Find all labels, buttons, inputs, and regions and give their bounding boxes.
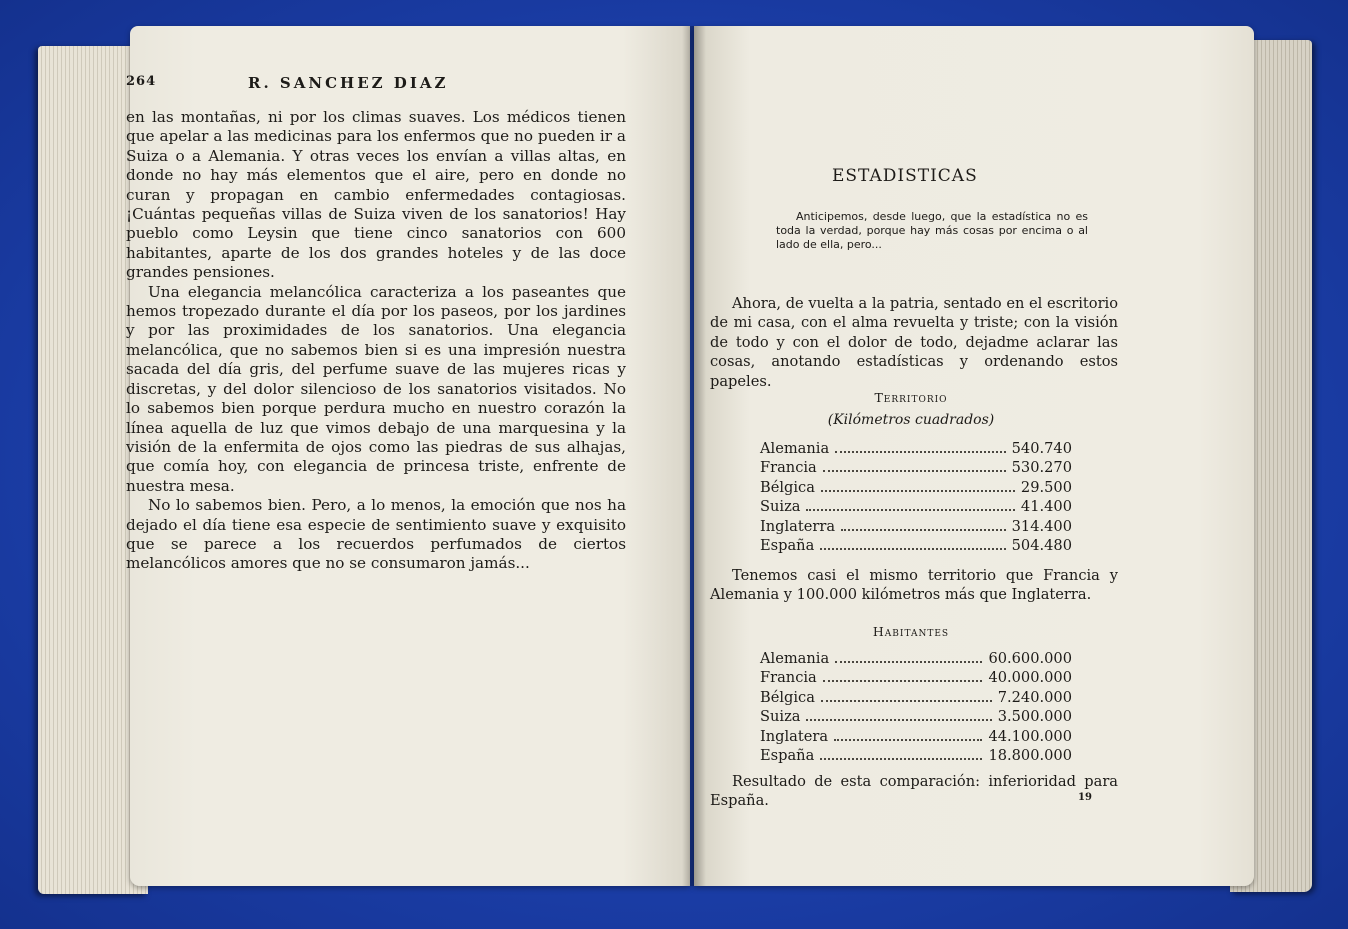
table-row — [760, 669, 1072, 688]
population-value: 60.600.000 — [988, 650, 1072, 667]
population-value: 18.800.000 — [988, 746, 1072, 764]
territory-table — [760, 440, 1072, 556]
territory-value: 530.270 — [1011, 459, 1072, 477]
country-name: Inglaterra — [760, 517, 836, 535]
population-heading: Habitantes — [872, 624, 950, 639]
intro-paragraph: Ahora, de vuelta a la patria, sentado en el escritorio de mi casa, con el alma revuelta y triste; con la visión de todo y con el dolor de todo, dejadme aclarar las cosas, anotando estadísticas y ordenando estos papeles. — [710, 295, 1118, 390]
epigraph-text: Anticipemos, desde luego, que la estadística no es toda la verdad, porque hay más cosas por encima o al lado de ella, pero... — [776, 210, 1088, 251]
territory-value: 540.740 — [1011, 440, 1072, 457]
country-name: España — [760, 746, 815, 764]
table-row — [760, 440, 1072, 459]
page-number: 264 — [126, 74, 157, 89]
population-value: 44.100.000 — [988, 727, 1072, 745]
epigraph — [776, 210, 1088, 252]
country-name: Francia — [760, 669, 817, 687]
table-row — [760, 537, 1072, 556]
country-name: Bélgica — [760, 478, 815, 496]
territory-value: 41.400 — [1020, 498, 1072, 516]
table-row — [760, 498, 1072, 517]
table-row — [760, 747, 1072, 766]
population-value: 40.000.000 — [988, 669, 1072, 687]
paragraph: en las montañas, ni por los climas suaves. Los médicos tienen que apelar a las medicinas para los enfermos que no pueden ir a Suiza o a Alemania. Y otras veces los envían a villas altas, en donde no hay más elementos que el aire, pero en donde no curan y propagan en cambio enfermedades contagiosas. ¡Cuántas pequeñas villas de Suiza viven de los sanatorios! Hay pueblo como Leysin que tiene cinco sanatorios con 600 habitantes, aparte de los dos grandes hoteles y de las doce grandes pensiones. — [126, 108, 626, 282]
section-title: ESTADISTICAS — [832, 166, 978, 186]
territory-value: 314.400 — [1011, 517, 1072, 535]
table-row — [760, 518, 1072, 537]
country-name: Suiza — [760, 498, 801, 516]
population-table — [760, 650, 1072, 766]
territory-subheading: (Kilómetros cuadrados) — [827, 412, 995, 428]
country-name: Alemania — [760, 440, 830, 457]
table-row — [760, 689, 1072, 708]
left-page-body — [126, 108, 626, 574]
country-name: Suiza — [760, 708, 801, 726]
country-name: Alemania — [760, 650, 830, 667]
territory-heading: Territorio — [874, 390, 948, 405]
territory-value: 504.480 — [1011, 536, 1072, 554]
paragraph: Una elegancia melancólica caracteriza a los paseantes que hemos tropezado durante el día por los paseos, por los jardines y por las proximidades de los sanatorios. Una elegancia melancólica, que no sabemos bien si es una impresión nuestra sacada del día gris, del perfume suave de las mujeres ricas y discretas, y del dolor silencioso de los sanatorios visitados. No lo sabemos bien porque perdura mucho en nuestro corazón la línea aquella de luz que vimos debajo de una marquesina y la visión de la enfermita de ojos como las piedras de sus alhajas, que comía hoy, con elegancia de princesa triste, enfrente de nuestra mesa. — [126, 282, 626, 495]
author-header: R. SANCHEZ DIAZ — [248, 74, 449, 92]
country-name: España — [760, 536, 815, 554]
table-row — [760, 479, 1072, 498]
book-gutter — [682, 26, 706, 886]
table-row — [760, 650, 1072, 669]
country-name: Francia — [760, 459, 817, 477]
signature-mark: 19 — [1078, 792, 1092, 803]
table-row — [760, 728, 1072, 747]
country-name: Bélgica — [760, 688, 815, 706]
country-name: Inglatera — [760, 727, 829, 745]
table-row — [760, 708, 1072, 727]
table-row — [760, 459, 1072, 478]
territory-value: 29.500 — [1020, 478, 1072, 496]
territory-note: Tenemos casi el mismo territorio que Francia y Alemania y 100.000 kilómetros más que Inglaterra. — [710, 567, 1118, 604]
population-value: 3.500.000 — [997, 708, 1072, 726]
result-paragraph: Resultado de esta comparación: inferioridad para España. — [710, 773, 1118, 810]
paragraph: No lo sabemos bien. Pero, a lo menos, la emoción que nos ha dejado el día tiene esa especie de sentimiento suave y exquisito que se parece a los recuerdos perfumados de ciertos melancólicos amores que no se consumaron jamás... — [126, 496, 626, 573]
population-value: 7.240.000 — [997, 688, 1072, 706]
